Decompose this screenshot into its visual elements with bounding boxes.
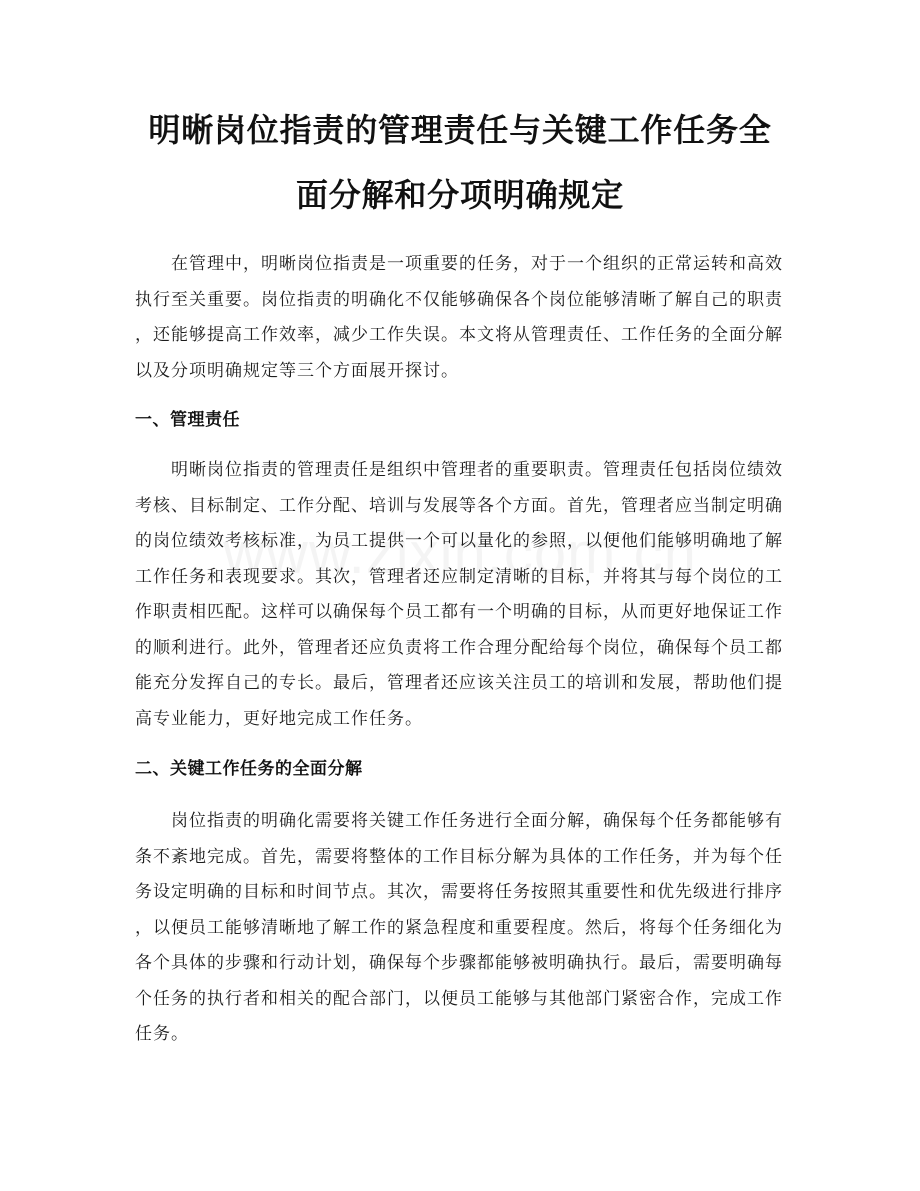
paragraph-line: 能充分发挥自己的专长。最后，管理者还应该关注员工的培训和发展，帮助他们提 xyxy=(135,673,783,693)
intro-paragraph xyxy=(135,247,785,389)
paragraph-line: 以及分项明确规定等三个方面展开探讨。 xyxy=(135,360,459,381)
paragraph-line: 考核、目标制定、工作分配、培训与发展等各个方面。首先，管理者应当制定明确 xyxy=(135,495,783,516)
task-breakdown-paragraph xyxy=(135,804,785,1053)
paragraph-line: 执行至关重要。岗位指责的明确化不仅能够确保各个岗位能够清晰了解自己的职责 xyxy=(135,289,783,310)
paragraph-line: 岗位指责的明确化需要将关键工作任务进行全面分解，确保每个任务都能够有 xyxy=(171,811,783,831)
paragraph-line: 工作任务和表现要求。其次，管理者还应制定清晰的目标，并将其与每个岗位的工 xyxy=(135,566,783,587)
title-line: 面分解和分项明确规定 xyxy=(295,176,624,214)
section-heading-task-breakdown xyxy=(135,752,785,788)
paragraph-line: 作职责相匹配。这样可以确保每个员工都有一个明确的目标，从而更好地保证工作 xyxy=(135,602,783,622)
paragraph-line: 在管理中，明晰岗位指责是一项重要的任务，对于一个组织的正常运转和高效 xyxy=(171,254,783,274)
paragraph-line: 各个具体的步骤和行动计划，确保每个步骤都能够被明确执行。最后，需要明确每 xyxy=(135,953,783,973)
paragraph-line: 的顺利进行。此外，管理者还应负责将工作合理分配给每个岗位，确保每个员工都 xyxy=(135,637,783,658)
paragraph-line: 的岗位绩效考核标准，为员工提供一个可以量化的参照，以便他们能够明确地了解 xyxy=(135,531,783,551)
document-title xyxy=(0,98,920,228)
paragraph-line: ，以便员工能够清晰地了解工作的紧急程度和重要程度。然后，将每个任务细化为 xyxy=(135,917,783,938)
paragraph-line: 任务。 xyxy=(135,1024,189,1044)
paragraph-line: 个任务的执行者和相关的配合部门，以便员工能够与其他部门紧密合作，完成工作 xyxy=(135,988,783,1009)
section-heading: 二、关键工作任务的全面分解 xyxy=(135,759,363,779)
paragraph-line: ，还能够提高工作效率，减少工作失误。本文将从管理责任、工作任务的全面分解 xyxy=(135,325,783,345)
section-heading-management xyxy=(135,403,785,439)
title-line: 明晰岗位指责的管理责任与关键工作任务全 xyxy=(148,111,772,149)
paragraph-line: 条不紊地完成。首先，需要将整体的工作目标分解为具体的工作任务，并为每个任 xyxy=(135,846,783,867)
paragraph-line: 务设定明确的目标和时间节点。其次，需要将任务按照其重要性和优先级进行排序 xyxy=(135,882,783,902)
management-paragraph xyxy=(135,453,785,737)
paragraph-line: 高专业能力，更好地完成工作任务。 xyxy=(135,708,423,729)
section-heading: 一、管理责任 xyxy=(135,410,240,430)
paragraph-line: 明晰岗位指责的管理责任是组织中管理者的重要职责。管理责任包括岗位绩效 xyxy=(171,460,783,480)
